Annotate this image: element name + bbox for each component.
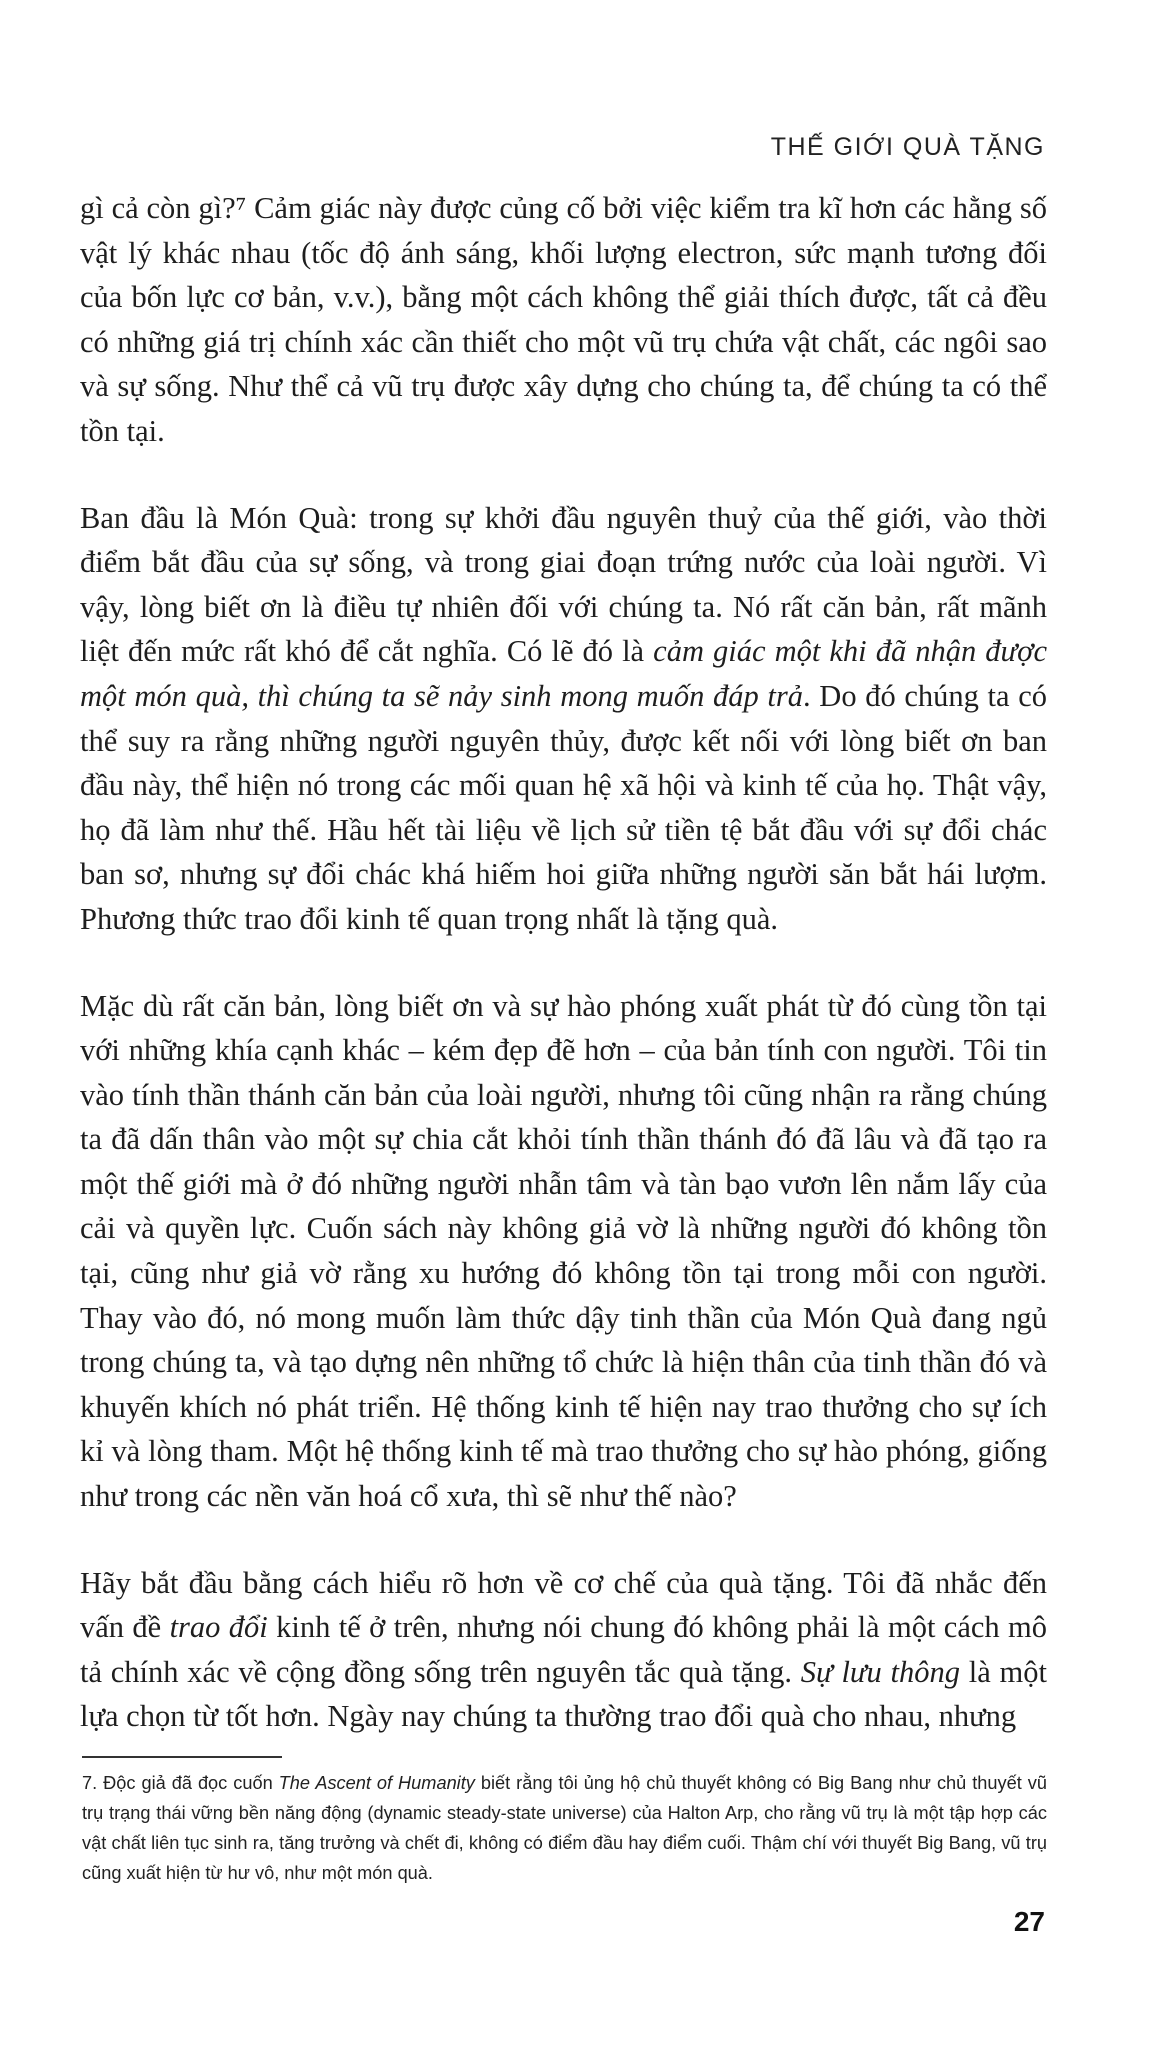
paragraph-4-text-a: Hãy bắt đầu bằng cách hiểu rõ hơn về cơ chế của quà tặng. Tôi đã nhắc đến vấn đề <box>80 1565 1047 1645</box>
paragraph-1: gì cả còn gì?⁷ Cảm giác này được củng cố bởi việc kiểm tra kĩ hơn các hằng số vật lý khác nhau (tốc độ ánh sáng, khối lượng electron, sức mạnh tương đối của bốn lực cơ bản, v.v.), bằng một cách không thể giải thích được, tất cả đều có những giá trị chính xác cần thiết cho một vũ trụ chứa vật chất, các ngôi sao và sự sống. Như thể cả vũ trụ được xây dựng cho chúng ta, để chúng ta có thể tồn tại. <box>80 191 1047 448</box>
paragraph-4-italic-2: Sự lưu thông <box>800 1654 961 1689</box>
paragraph-4-italic-1: trao đổi <box>169 1610 268 1645</box>
footnote <box>82 1768 1047 1888</box>
running-header: THẾ GIỚI QUÀ TẶNG <box>770 133 1045 161</box>
footnote-book-title: The Ascent of Humanity <box>278 1773 475 1793</box>
footnote-divider <box>82 1756 282 1758</box>
paragraph-2-italic: cảm giác một khi đã nhận được một món quà, thì chúng ta sẽ nảy sinh mong muốn đáp trả <box>80 634 1047 713</box>
page-number: 27 <box>1013 1906 1045 1937</box>
paragraph-3: Mặc dù rất căn bản, lòng biết ơn và sự hào phóng xuất phát từ đó cùng tồn tại với những khía cạnh khác – kém đẹp đẽ hơn – của bản tính con người. Tôi tin vào tính thần thánh căn bản của loài người, nhưng tôi cũng nhận ra rằng chúng ta đã dấn thân vào một sự chia cắt khỏi tính thần thánh đó đã lâu và đã tạo ra một thế giới mà ở đó những người nhẫn tâm và tàn bạo vươn lên nắm lấy của cải và quyền lực. Cuốn sách này không giả vờ là những người đó không tồn tại, cũng như giả vờ rằng xu hướng đó không tồn tại trong mỗi con người. Thay vào đó, nó mong muốn làm thức dậy tinh thần của Món Quà đang ngủ trong chúng ta, và tạo dựng nên những tổ chức là hiện thân của tinh thần đó và khuyến khích nó phát triển. Hệ thống kinh tế hiện nay trao thưởng cho sự ích kỉ và lòng tham. Một hệ thống kinh tế mà trao thưởng cho sự hào phóng, giống như trong các nền văn hoá cổ xưa, thì sẽ như thế nào? <box>80 988 1047 1514</box>
paragraph-4 <box>80 1561 1047 1739</box>
paragraph-4-text-c: là một lựa chọn từ tốt hơn. Ngày nay chúng ta thường trao đổi quà cho nhau, nhưng <box>80 1654 1048 1734</box>
footnote-text-b: biết rằng tôi ủng hộ chủ thuyết không có Big Bang như chủ thuyết vũ trụ trạng thái vững bền năng động (dynamic steady-state universe) của Halton Arp, cho rằng vũ trụ là một tập hợp các vật chất liên tục sinh ra, tăng trưởng và chết đi, không có điểm đầu hay điểm cuối. Thậm chí với thuyết Big Bang, vũ trụ cũng xuất hiện từ hư vô, như một món quà. <box>82 1773 1047 1883</box>
paragraph-2-text-a: Ban đầu là Món Quà: trong sự khởi đầu nguyên thuỷ của thế giới, vào thời điểm bắt đầu của sự sống, và trong giai đoạn trứng nước của loài người. Vì vậy, lòng biết ơn là điều tự nhiên đối với chúng ta. Nó rất căn bản, rất mãnh liệt đến mức rất khó để cắt nghĩa. Có lẽ đó là <box>80 500 1047 669</box>
footnote-text-a: 7. Độc giả đã đọc cuốn <box>82 1773 279 1793</box>
paragraph-2-text-b: . Do đó chúng ta có thể suy ra rằng những người nguyên thủy, được kết nối với lòng biết ơn ban đầu này, thể hiện nó trong các mối quan hệ xã hội và kinh tế của họ. Thật vậy, họ đã làm như thế. Hầu hết tài liệu về lịch sử tiền tệ bắt đầu với sự đổi chác ban sơ, nhưng sự đổi chác khá hiếm hoi giữa những người săn bắt hái lượm. Phương thức trao đổi kinh tế quan trọng nhất là tặng quà. <box>80 678 1047 936</box>
body-text <box>80 186 1047 1781</box>
paragraph-4-text-b: kinh tế ở trên, nhưng nói chung đó không phải là một cách mô tả chính xác về cộng đồng sống trên nguyên tắc quà tặng. <box>80 1610 1047 1689</box>
paragraph-2 <box>80 496 1047 942</box>
